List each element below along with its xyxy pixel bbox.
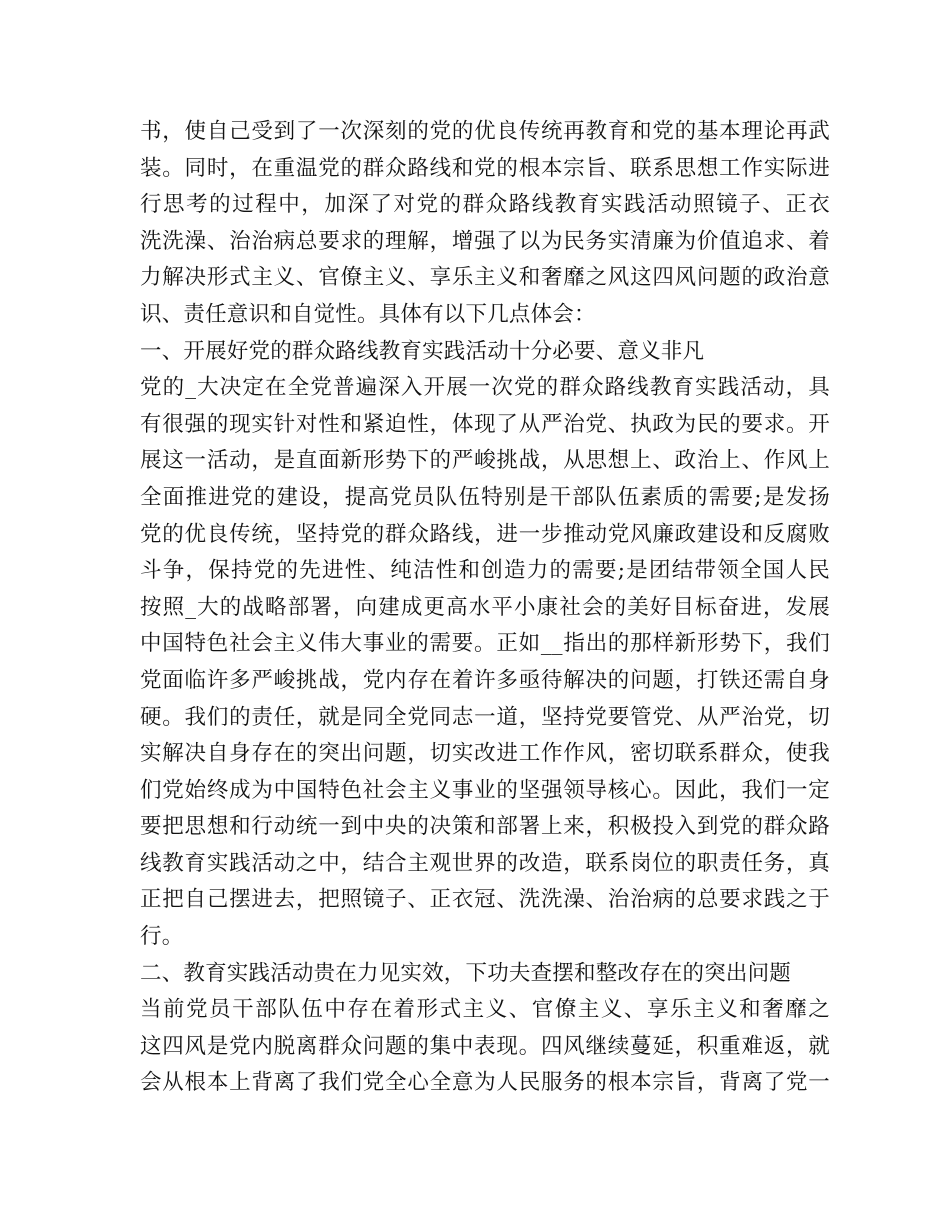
text-line: 党的优良传统，坚持党的群众路线，进一步推动党风廉政建设和反腐败 xyxy=(140,521,830,547)
text-line: 书，使自己受到了一次深刻的党的优良传统再教育和党的基本理论再武 xyxy=(140,119,830,144)
text-line: 识、责任意识和自觉性。具体有以下几点体会： xyxy=(140,301,596,327)
text-line: 展这一活动，是直面新形势下的严峻挑战，从思想上、政治上、作风上 xyxy=(140,448,830,474)
text-line: 这四风是党内脱离群众问题的集中表现。四风继续蔓延，积重难返，就 xyxy=(140,1033,830,1059)
text-line: 们党始终成为中国特色社会主义事业的坚强领导核心。因此，我们一定 xyxy=(140,777,830,803)
text-line: 斗争，保持党的先进性、纯洁性和创造力的需要;是团结带领全国人民 xyxy=(140,558,830,584)
text-line: 装。同时，在重温党的群众路线和党的根本宗旨、联系思想工作实际进 xyxy=(140,155,830,181)
text-line: 有很强的现实针对性和紧迫性，体现了从严治党、执政为民的要求。开 xyxy=(140,411,830,437)
text-line: 力解决形式主义、官僚主义、享乐主义和奢靡之风这四风问题的政治意 xyxy=(140,265,830,291)
text-line: 二、教育实践活动贵在力见实效，下功夫查摆和整改存在的突出问题 xyxy=(140,960,792,986)
text-line: 当前党员干部队伍中存在着形式主义、官僚主义、享乐主义和奢靡之 xyxy=(140,997,830,1023)
text-line: 全面推进党的建设，提高党员队伍特别是干部队伍素质的需要;是发扬 xyxy=(140,484,830,510)
text-line: 行思考的过程中，加深了对党的群众路线教育实践活动照镜子、正衣 xyxy=(140,192,830,218)
text-line: 要把思想和行动统一到中央的决策和部署上来，积极投入到党的群众路 xyxy=(140,814,830,840)
text-line: 党面临许多严峻挑战，党内存在着许多亟待解决的问题，打铁还需自身 xyxy=(140,667,830,693)
text-line: 中国特色社会主义伟大事业的需要。正如__指出的那样新形势下，我们 xyxy=(140,631,830,657)
text-line: 线教育实践活动之中，结合主观世界的改造，联系岗位的职责任务，真 xyxy=(140,850,830,876)
text-line: 洗洗澡、治治病总要求的理解，增强了以为民务实清廉为价值追求、着 xyxy=(140,228,830,254)
text-line: 按照_大的战略部署，向建成更高水平小康社会的美好目标奋进，发展 xyxy=(140,594,830,620)
text-line: 实解决自身存在的突出问题，切实改进工作作风，密切联系群众，使我 xyxy=(140,741,830,767)
text-line: 党的_大决定在全党普遍深入开展一次党的群众路线教育实践活动，具 xyxy=(140,375,830,401)
text-line: 硬。我们的责任，就是同全党同志一道，坚持党要管党、从严治党，切 xyxy=(140,704,830,730)
text-line: 正把自己摆进去，把照镜子、正衣冠、洗洗澡、治治病的总要求践之于 xyxy=(140,887,830,913)
text-line: 会从根本上背离了我们党全心全意为人民服务的根本宗旨，背离了党一 xyxy=(140,1070,830,1096)
text-line: 行。 xyxy=(140,924,184,950)
document-body-text xyxy=(140,114,830,1102)
text-line: 一、开展好党的群众路线教育实践活动十分必要、意义非凡 xyxy=(140,338,705,364)
